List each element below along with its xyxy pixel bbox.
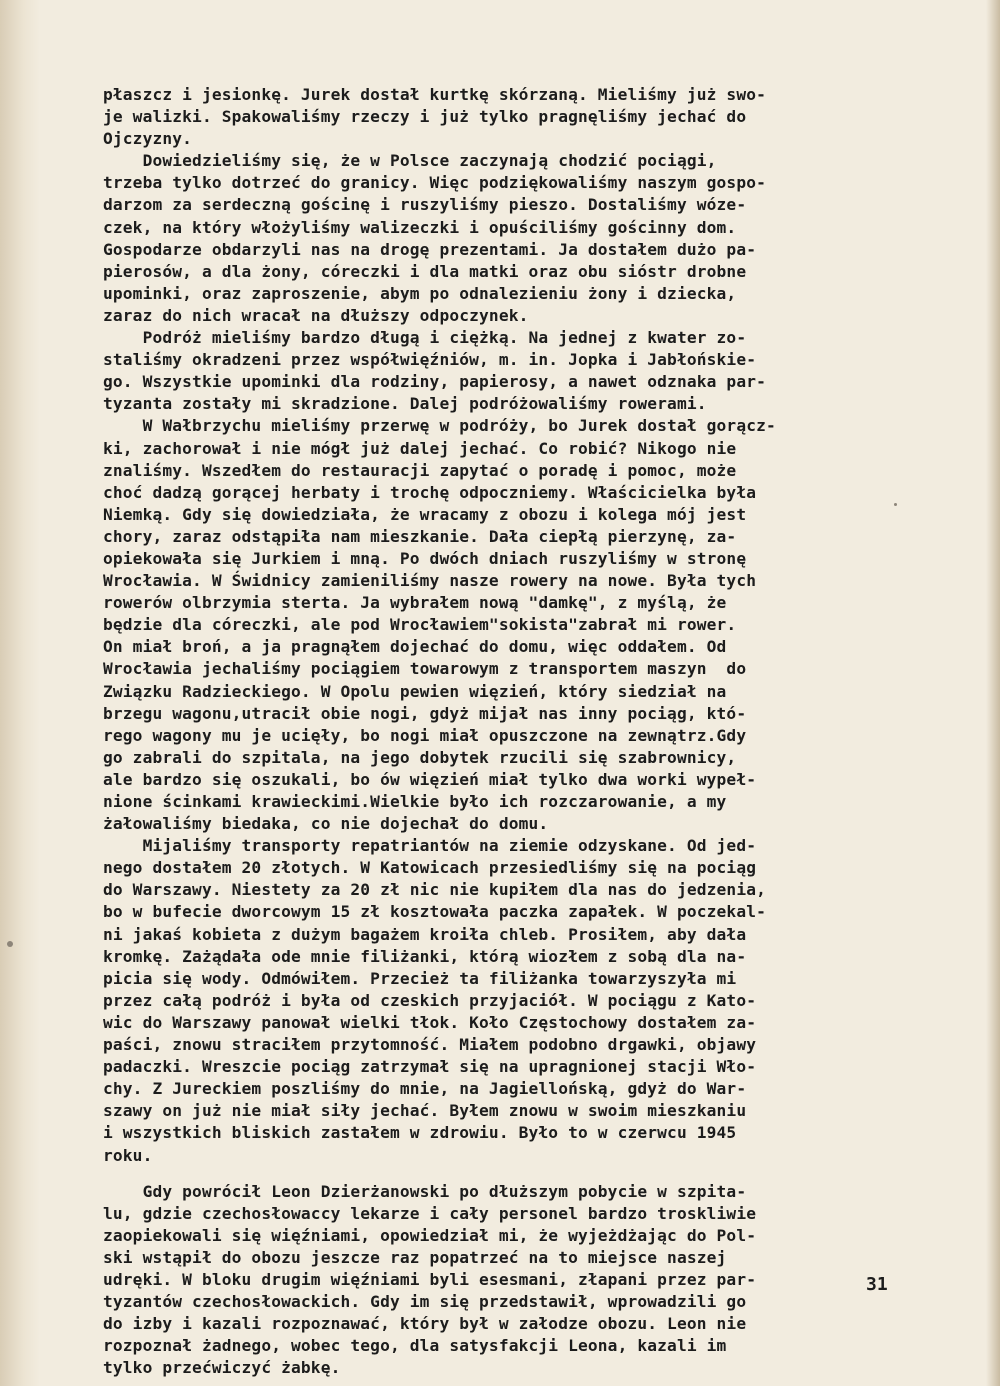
text-line: tylko przećwiczyć żabkę. [103, 1358, 341, 1378]
paragraph [103, 1181, 903, 1380]
text-line: kromkę. Zażądała ode mnie filiżanki, którą wiozłem z sobą dla na- [103, 946, 747, 966]
text-line: ale bardzo się oszukali, bo ów więzień miał tylko dwa worki wypeł- [103, 769, 757, 789]
text-line: Niemką. Gdy się dowiedziała, że wracamy z obozu i kolega mój jest [103, 504, 747, 524]
text-line: tyzantów czechosłowackich. Gdy im się przedstawił, wprowadzili go [103, 1292, 747, 1312]
text-line: Mijaliśmy transporty repatriantów na ziemie odzyskane. Od jed- [103, 836, 757, 856]
page-number: 31 [866, 1274, 888, 1295]
text-line: Związku Radzieckiego. W Opolu pewien więzień, który siedział na [103, 681, 727, 701]
text-line: rowerów olbrzymia sterta. Ja wybrałem nową "damkę", z myślą, że [103, 593, 727, 613]
paragraph-gap [103, 1167, 903, 1181]
text-line: picia się wody. Odmówiłem. Przecież ta filiżanka towarzyszyła mi [103, 968, 737, 988]
text-line: chory, zaraz odstąpiła nam mieszkanie. Dała ciepłą pierzynę, za- [103, 526, 737, 546]
text-line: ni jakaś kobieta z dużym bagażem kroiła chleb. Prosiłem, aby dała [103, 924, 747, 944]
text-line: lu, gdzie czechosłowaccy lekarze i cały personel bardzo troskliwie [103, 1203, 757, 1223]
text-line: żałowaliśmy biedaka, co nie dojechał do domu. [103, 814, 549, 834]
text-line: będzie dla córeczki, ale pod Wrocławiem"sokista"zabrał mi rower. [103, 615, 737, 635]
text-line: i wszystkich bliskich zastałem w zdrowiu. Było to w czerwcu 1945 [103, 1123, 737, 1143]
text-line: go. Wszystkie upominki dla rodziny, papierosy, a nawet odznaka par- [103, 372, 767, 392]
paragraph [103, 415, 903, 835]
text-line: szawy on już nie miał siły jechać. Byłem znowu w swoim mieszkaniu [103, 1101, 747, 1121]
text-line: zaopiekowali się więźniami, opowiedział mi, że wyjeżdżając do Pol- [103, 1225, 757, 1245]
text-line: rego wagony mu je ucięły, bo nogi miał opuszczone na zewnątrz.Gdy [103, 725, 747, 745]
text-line: upominki, oraz zaproszenie, abym po odnalezieniu żony i dziecka, [103, 283, 737, 303]
text-line: wic do Warszawy panował wielki tłok. Koło Częstochowy dostałem za- [103, 1012, 757, 1032]
text-line: trzeba tylko dotrzeć do granicy. Więc podziękowaliśmy naszym gospo- [103, 173, 767, 193]
text-line: W Wałbrzychu mieliśmy przerwę w podróży, bo Jurek dostał gorącz- [103, 416, 776, 436]
text-line: przez całą podróż i była od czeskich przyjaciół. W pociągu z Kato- [103, 990, 757, 1010]
text-line: paści, znowu straciłem przytomność. Miałem podobno drgawki, objawy [103, 1035, 757, 1055]
paragraph [103, 150, 903, 327]
text-line: znaliśmy. Wszedłem do restauracji zapytać o poradę i pomoc, może [103, 460, 737, 480]
text-line: brzegu wagonu,utracił obie nogi, gdyż mijał nas inny pociąg, któ- [103, 703, 747, 723]
text-line: je walizki. Spakowaliśmy rzeczy i już tylko pragnęliśmy jechać do [103, 107, 747, 127]
text-line: choć dadzą gorącej herbaty i trochę odpoczniemy. Właścicielka była [103, 482, 757, 502]
text-line: tyzanta zostały mi skradzione. Dalej podróżowaliśmy rowerami. [103, 394, 707, 414]
text-line: Wrocławia jechaliśmy pociągiem towarowym z transportem maszyn do [103, 659, 747, 679]
text-line: Dowiedzieliśmy się, że w Polsce zaczynają chodzić pociągi, [103, 151, 717, 171]
page-right-edge [986, 0, 1000, 1386]
text-line: do izby i kazali rozpoznawać, który był w załodze obozu. Leon nie [103, 1314, 747, 1334]
text-line: czek, na który włożyliśmy walizeczki i opuściliśmy gościnny dom. [103, 217, 737, 237]
text-line: bo w bufecie dworcowym 15 zł kosztowała paczka zapałek. W poczekal- [103, 902, 767, 922]
text-line: padaczki. Wreszcie pociąg zatrzymał się na upragnionej stacji Wło- [103, 1057, 757, 1077]
text-line: nego dostałem 20 złotych. W Katowicach przesiedliśmy się na pociąg [103, 858, 757, 878]
text-line: Gospodarze obdarzyli nas na drogę prezentami. Ja dostałem dużo pa- [103, 239, 757, 259]
text-line: staliśmy okradzeni przez współwięźniów, m. in. Jopka i Jabłońskie- [103, 350, 757, 370]
text-line: Ojczyzny. [103, 129, 193, 149]
text-line: darzom za serdeczną gościnę i ruszyliśmy pieszo. Dostaliśmy wóze- [103, 195, 747, 215]
paragraph [103, 327, 903, 415]
paragraph [103, 835, 903, 1166]
text-line: zaraz do nich wracał na dłuższy odpoczynek. [103, 305, 529, 325]
margin-speck [7, 941, 13, 947]
text-line: pierosów, a dla żony, córeczki i dla matki oraz obu sióstr drobne [103, 261, 747, 281]
text-line: rozpoznał żadnego, wobec tego, dla satysfakcji Leona, kazali im [103, 1336, 727, 1356]
text-line: nione ścinkami krawieckimi.Wielkie było ich rozczarowanie, a my [103, 792, 727, 811]
text-line: go zabrali do szpitala, na jego dobytek rzucili się szabrownicy, [103, 747, 737, 767]
text-line: chy. Z Jureckiem poszliśmy do mnie, na Jagiellońską, gdyż do War- [103, 1079, 747, 1099]
text-line: opiekowała się Jurkiem i mną. Po dwóch dniach ruszyliśmy w stronę [103, 548, 747, 568]
text-line: roku. [103, 1145, 153, 1165]
text-line: Gdy powrócił Leon Dzierżanowski po dłuższym pobycie w szpita- [103, 1181, 747, 1201]
text-line: ki, zachorował i nie mógł już dalej jechać. Co robić? Nikogo nie [103, 438, 737, 458]
text-line: Wrocławia. W Świdnicy zamieniliśmy nasze rowery na nowe. Była tych [103, 571, 757, 591]
text-line: On miał broń, a ja pragnąłem dojechać do domu, więc oddałem. Od [103, 637, 727, 657]
text-line: do Warszawy. Niestety za 20 zł nic nie kupiłem dla nas do jedzenia, [103, 880, 767, 900]
paragraph [103, 84, 903, 150]
body-text [103, 84, 903, 1379]
text-line: ski wstąpił do obozu jeszcze raz popatrzeć na to miejsce naszej [103, 1247, 727, 1267]
page-left-edge [0, 0, 40, 1386]
text-line: udręki. W bloku drugim więźniami byli esesmani, złapani przez par- [103, 1269, 757, 1289]
text-line: płaszcz i jesionkę. Jurek dostał kurtkę skórzaną. Mieliśmy już swo- [103, 85, 767, 104]
text-line: Podróż mieliśmy bardzo długą i ciężką. Na jednej z kwater zo- [103, 328, 747, 348]
